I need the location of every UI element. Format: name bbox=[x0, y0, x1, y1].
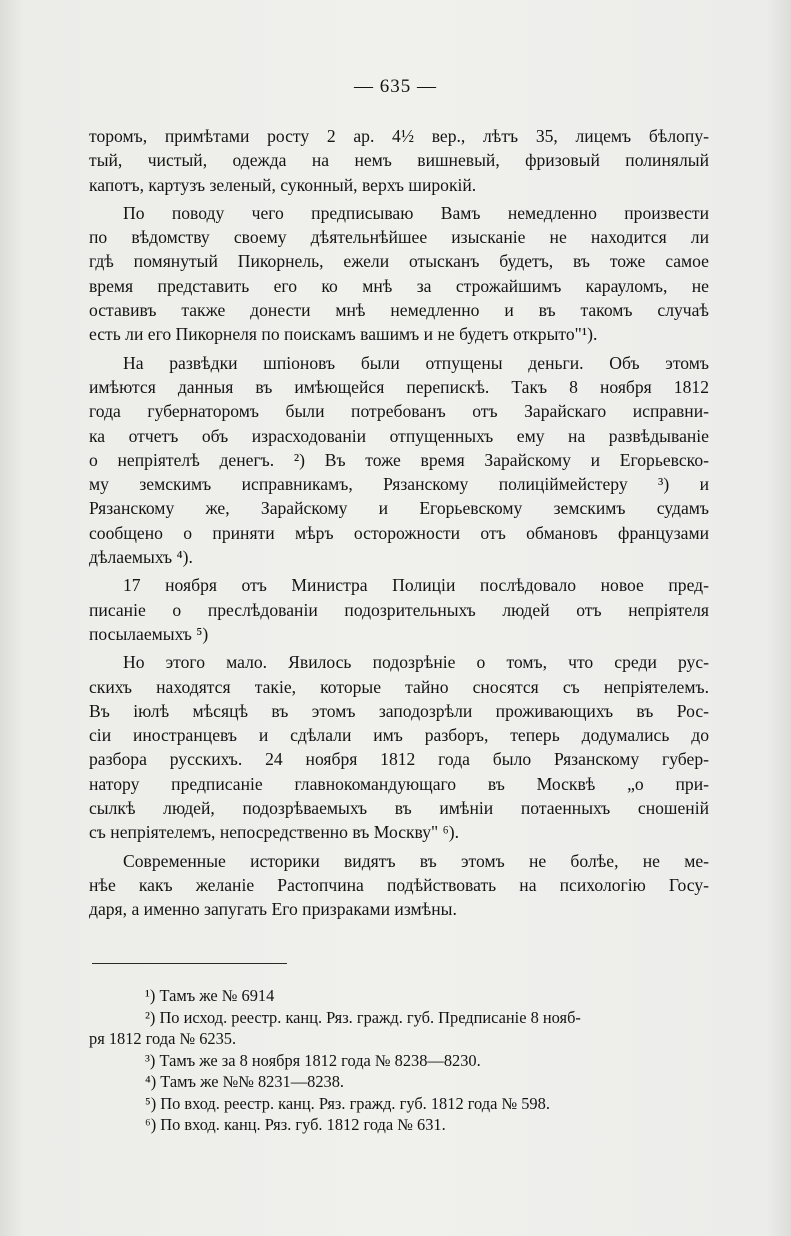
text-line: скихъ находятся такіе, которые тайно сносятся съ непріятелемъ. bbox=[89, 676, 709, 697]
paragraph bbox=[89, 650, 709, 844]
text-line: Въ іюлѣ мѣсяцѣ въ этомъ заподозрѣли проживающихъ въ Рос- bbox=[89, 700, 709, 721]
text-line: капотъ, картузъ зеленый, суконный, верхъ широкій. bbox=[89, 174, 477, 195]
text-line: года губернаторомъ были потребованъ отъ Зарайскаго исправни- bbox=[89, 401, 709, 422]
text-line: сылкѣ людей, подозрѣваемыхъ въ имѣніи потаенныхъ сношеній bbox=[89, 798, 709, 819]
text-line: дѣлаемыхъ ⁴). bbox=[89, 547, 193, 568]
text-line: посылаемыхъ ⁵) bbox=[89, 623, 209, 644]
footnote: ²) По исход. реестр. канц. Ряз. гражд. губ. Предписаніе 8 нояб- bbox=[145, 1007, 581, 1027]
text-line: ка отчетъ объ израсходованіи отпущенныхъ ему на развѣдываніе bbox=[89, 425, 709, 446]
footnote: ³) Тамъ же за 8 ноября 1812 года № 8238—8230. bbox=[145, 1050, 481, 1070]
paragraph bbox=[89, 201, 709, 347]
text-line: время представить его ко мнѣ за строжайшимъ карауломъ, не bbox=[89, 275, 709, 296]
text-line: Но этого мало. Явилось подозрѣніе о томъ, что среди рус- bbox=[123, 652, 709, 673]
text-line: по вѣдомству своему дѣятельнѣйшее изысканіе не находится ли bbox=[89, 227, 709, 248]
text-line: тый, чистый, одежда на немъ вишневый, фризовый полинялый bbox=[89, 150, 709, 171]
text-line: му земскимъ исправникамъ, Рязанскому полиціймейстеру ³) и bbox=[89, 474, 709, 495]
body-text bbox=[89, 124, 709, 922]
page-number: — 635 — bbox=[354, 76, 437, 97]
text-line: писаніе о преслѣдованіи подозрительныхъ людей отъ непріятеля bbox=[89, 599, 709, 620]
paragraph bbox=[89, 351, 709, 570]
paragraph bbox=[89, 124, 709, 197]
footnotes bbox=[89, 985, 709, 1136]
text-line: о непріятелѣ денегъ. ²) Въ тоже время Зарайскому и Егорьевско- bbox=[89, 449, 709, 470]
text-line: натору предписаніе главнокомандующаго въ Москвѣ „о при- bbox=[89, 773, 709, 794]
footnote: ¹) Тамъ же № 6914 bbox=[145, 986, 275, 1005]
text-line: Современные историки видятъ въ этомъ не болѣе, не ме- bbox=[123, 850, 709, 871]
footnote-continuation: ря 1812 года № 6235. bbox=[89, 1029, 237, 1048]
text-line: Рязанскому же, Зарайскому и Егорьевскому земскимъ судамъ bbox=[89, 498, 709, 519]
text-line: разбора русскихъ. 24 ноября 1812 года было Рязанскому губер- bbox=[89, 749, 709, 770]
text-line: На развѣдки шпіоновъ были отпущены деньги. Объ этомъ bbox=[123, 352, 709, 373]
text-line: сіи иностранцевъ и сдѣлали имъ разборъ, теперь додумались до bbox=[89, 725, 709, 746]
footnote: ⁴) Тамъ же №№ 8231—8238. bbox=[145, 1072, 345, 1091]
text-line: съ непріятелемъ, непосредственно въ Москву" ⁶). bbox=[89, 822, 460, 843]
footnote: ⁶) По вход. канц. Ряз. губ. 1812 года № 631. bbox=[145, 1115, 446, 1134]
text-line: есть ли его Пикорнеля по поискамъ вашимъ и не будетъ открыто"¹). bbox=[89, 324, 598, 345]
text-line: сообщено о приняти мѣръ осторожности отъ обмановъ французами bbox=[89, 522, 709, 543]
text-line: даря, а именно запугать Его призраками измѣны. bbox=[89, 899, 457, 920]
text-line: нѣе какъ желаніе Растопчина подѣйствовать на психологію Госу- bbox=[89, 874, 709, 895]
text-line: 17 ноября отъ Министра Полиціи послѣдовало новое пред- bbox=[123, 575, 709, 596]
footnote: ⁵) По вход. реестр. канц. Ряз. гражд. губ. 1812 года № 598. bbox=[145, 1093, 550, 1113]
text-line: По поводу чего предписываю Вамъ немедленно произвести bbox=[123, 202, 709, 223]
paragraph bbox=[89, 849, 709, 922]
text-line: гдѣ помянутый Пикорнель, ежели отысканъ будетъ, въ тоже самое bbox=[89, 251, 709, 272]
text-line: оставивъ также донести мнѣ немедленно и въ такомъ случаѣ bbox=[89, 300, 709, 321]
text-line: торомъ, примѣтами росту 2 ар. 4½ вер., лѣтъ 35, лицемъ бѣлопу- bbox=[89, 126, 709, 146]
paragraph bbox=[89, 573, 709, 646]
footnote-divider bbox=[92, 963, 287, 964]
text-line: имѣются данныя въ имѣющейся перепискѣ. Такъ 8 ноября 1812 bbox=[89, 376, 709, 397]
